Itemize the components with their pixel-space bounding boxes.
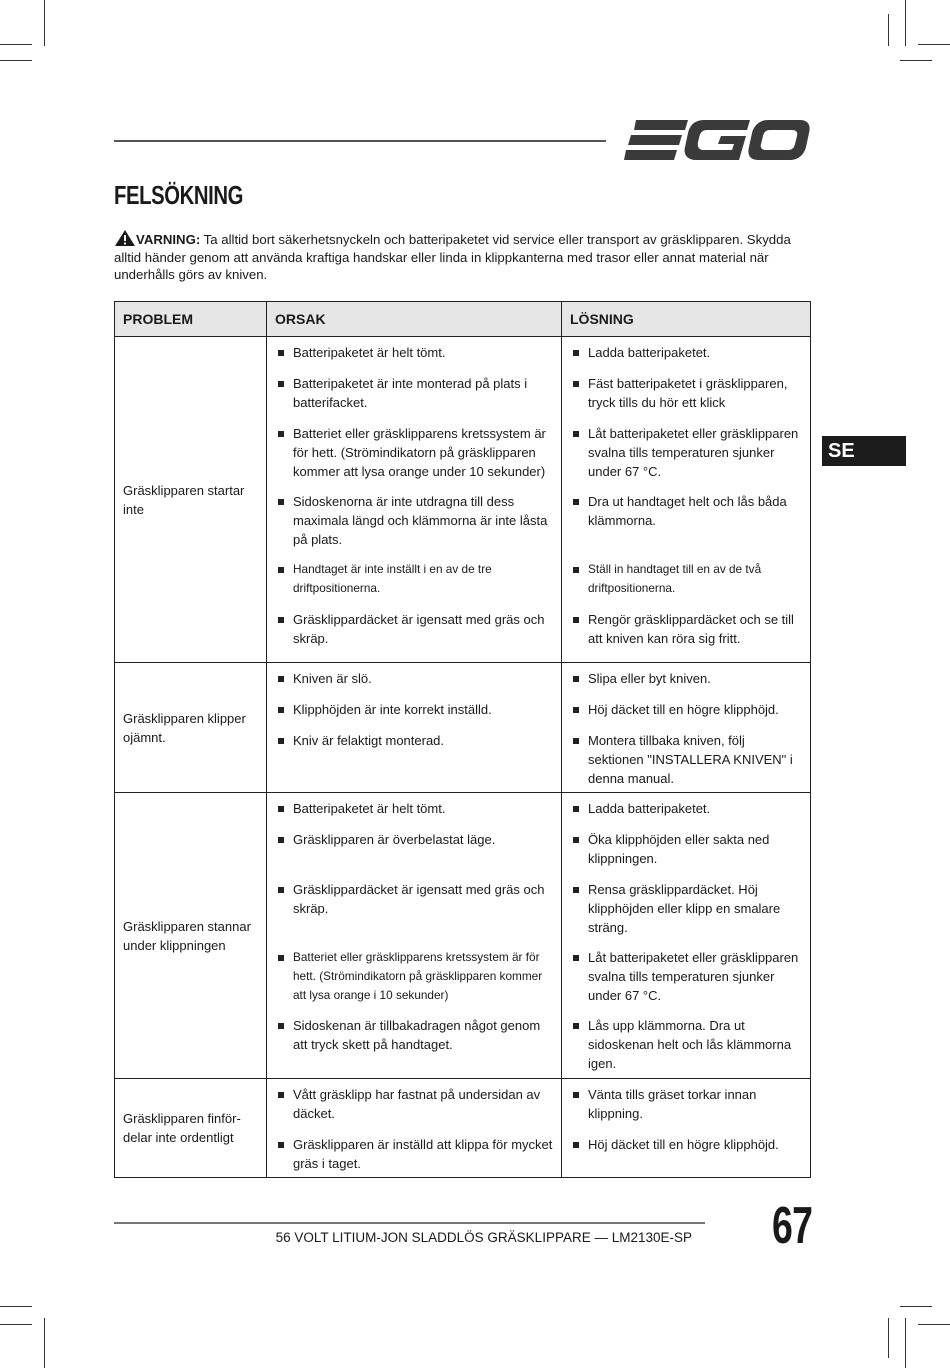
footer-title: 56 VOLT LITIUM-JON SLADDLÖS GRÄSKLIPPARE — LM2130E-SP	[275, 1230, 692, 1245]
cause-item: Batteripaketet är inte monterad på plats i batterifacket.	[275, 374, 555, 424]
cause-item: Gräsklipparen är överbelastat läge.	[275, 830, 555, 880]
page-number: 67	[772, 1197, 813, 1255]
crop-mark	[905, 0, 906, 46]
cause-cell	[267, 793, 562, 1079]
solution-item: Höj däcket till en högre klipphöjd.	[570, 1135, 804, 1154]
cause-item: Sidoskenan är tillbakadragen något genom att tryck skett på handtaget.	[275, 1016, 555, 1054]
solution-item: Låt batteripaketet eller gräsklipparen svalna tills temperaturen sjunker under 67 °C.	[570, 424, 804, 492]
table-row	[115, 337, 811, 663]
page-title: FELSÖKNING	[114, 180, 244, 210]
crop-mark	[918, 44, 950, 45]
cause-item: Sidoskenorna är inte utdragna till dess maximala längd och klämmorna är inte låsta på plats.	[275, 492, 555, 560]
problem-cell: Gräsklipparen finför-delar inte ordentligt	[115, 1079, 267, 1178]
table-row	[115, 793, 811, 1079]
crop-mark	[0, 60, 32, 61]
cause-item: Gräsklippardäcket är igensatt med gräs och skräp.	[275, 880, 555, 948]
cause-item: Gräsklipparen är inställd att klippa för mycket gräs i taget.	[275, 1135, 555, 1173]
crop-mark	[0, 44, 32, 45]
solution-item: Ladda batteripaketet.	[570, 799, 804, 830]
warning-triangle-icon	[114, 229, 136, 247]
warning-block	[114, 229, 814, 284]
solution-item: Ställ in handtaget till en av de två driftpositionerna.	[570, 560, 804, 610]
cause-item: Batteripaketet är helt tömt.	[275, 799, 555, 830]
language-tab: SE	[822, 436, 906, 466]
header-problem: PROBLEM	[115, 302, 267, 337]
troubleshooting-table	[114, 301, 811, 1178]
warning-label: VARNING:	[136, 232, 201, 247]
cause-cell	[267, 663, 562, 793]
cause-item: Vått gräsklipp har fastnat på undersidan av däcket.	[275, 1085, 555, 1135]
crop-mark	[905, 1318, 906, 1368]
crop-mark	[44, 0, 45, 46]
table-header-row	[115, 302, 811, 337]
solution-cell	[562, 793, 811, 1079]
table-row	[115, 1079, 811, 1178]
solution-item: Slipa eller byt kniven.	[570, 669, 804, 700]
solution-cell	[562, 337, 811, 663]
crop-mark	[888, 1318, 889, 1358]
crop-mark	[0, 1306, 32, 1307]
cause-item: Batteriet eller gräsklipparens kretssystem är för hett. (Strömindikatorn på gräsklipparen kommer att lysa orange under 10 sekunder)	[275, 424, 555, 492]
problem-cell: Gräsklipparen stannar under klippningen	[115, 793, 267, 1079]
solution-item: Vänta tills gräset torkar innan klippning.	[570, 1085, 804, 1135]
crop-mark	[918, 1324, 950, 1325]
cause-item: Handtaget är inte inställt i en av de tre driftpositionerna.	[275, 560, 555, 610]
cause-cell	[267, 1079, 562, 1178]
problem-cell: Gräsklipparen startar inte	[115, 337, 267, 663]
header-cause: ORSAK	[267, 302, 562, 337]
crop-mark	[900, 60, 932, 61]
cause-item: Gräsklippardäcket är igensatt med gräs och skräp.	[275, 610, 555, 648]
solution-item: Låt batteripaketet eller gräsklipparen svalna tills temperaturen sjunker under 67 °C.	[570, 948, 804, 1016]
solution-cell	[562, 663, 811, 793]
solution-item: Dra ut handtaget helt och lås båda klämmorna.	[570, 492, 804, 560]
solution-item: Rengör gräsklippardäcket och se till att kniven kan röra sig fritt.	[570, 610, 804, 648]
problem-cell: Gräsklipparen klipper ojämnt.	[115, 663, 267, 793]
solution-item: Lås upp klämmorna. Dra ut sidoskenan helt och lås klämmorna igen.	[570, 1016, 804, 1073]
warning-text: Ta alltid bort säkerhetsnyckeln och batteripaketet vid service eller transport av gräsklipparen. Skydda alltid händer genom att använda kraftiga handskar eller linda in klippkanterna med trasor eller annat material när underhålls görs av kniven.	[114, 232, 791, 282]
solution-item: Montera tillbaka kniven, följ sektionen "INSTALLERA KNIVEN" i denna manual.	[570, 731, 804, 788]
crop-mark	[900, 1306, 932, 1307]
ego-logo	[622, 118, 810, 162]
solution-item: Ladda batteripaketet.	[570, 343, 804, 374]
solution-item: Höj däcket till en högre klipphöjd.	[570, 700, 804, 731]
crop-mark	[44, 1318, 45, 1368]
solution-cell	[562, 1079, 811, 1178]
cause-cell	[267, 337, 562, 663]
table-row	[115, 663, 811, 793]
solution-item: Fäst batteripaketet i gräsklipparen, tryck tills du hör ett klick	[570, 374, 804, 424]
cause-item: Kniv är felaktigt monterad.	[275, 731, 555, 750]
cause-item: Batteripaketet är helt tömt.	[275, 343, 555, 374]
cause-item: Klipphöjden är inte korrekt inställd.	[275, 700, 555, 731]
solution-item: Rensa gräsklippardäcket. Höj klipphöjden eller klipp en smalare sträng.	[570, 880, 804, 948]
footer-rule	[114, 1222, 705, 1224]
header-solution: LÖSNING	[562, 302, 811, 337]
solution-item: Öka klipphöjden eller sakta ned klippningen.	[570, 830, 804, 880]
cause-item: Kniven är slö.	[275, 669, 555, 700]
crop-mark	[888, 14, 889, 46]
header-rule	[114, 140, 606, 142]
crop-mark	[0, 1324, 32, 1325]
cause-item: Batteriet eller gräsklipparens kretssystem är för hett. (Strömindikatorn på gräsklipparen kommer att lysa orange i 10 sekunder)	[275, 948, 555, 1016]
